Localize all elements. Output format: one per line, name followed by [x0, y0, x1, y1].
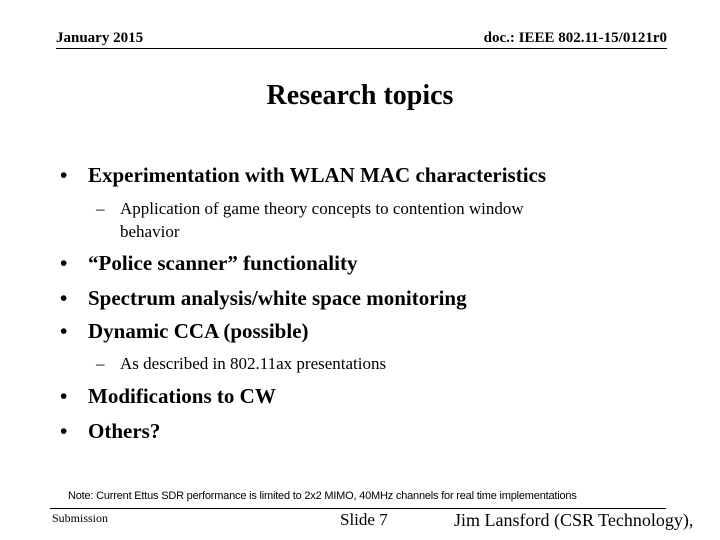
bullet-item [60, 419, 160, 444]
sub-bullet-dash: – [96, 199, 105, 218]
footer-submission: Submission [52, 511, 109, 525]
bullet-text: “Police scanner” functionality [88, 251, 358, 275]
footnote: Note: Current Ettus SDR performance is limited to 2x2 MIMO, 40MHz channels for real time implementations [68, 490, 577, 502]
header-rule [56, 48, 667, 49]
bullet-text: Modifications to CW [88, 384, 276, 408]
sub-bullet-text: As described in 802.11ax presentations [120, 354, 387, 373]
bullet-item [60, 319, 309, 344]
bullet-item [60, 251, 357, 276]
bullet-dot: • [60, 286, 68, 310]
sub-bullet-item [96, 197, 616, 243]
bullet-dot: • [60, 319, 68, 343]
sub-bullet-item [96, 352, 616, 375]
sub-bullet-dash: – [96, 354, 105, 373]
bullet-item [60, 384, 276, 409]
bullet-item [60, 163, 546, 188]
bullet-text: Experimentation with WLAN MAC characteristics [88, 163, 547, 187]
bullet-text: Others? [88, 419, 161, 443]
bullet-dot: • [60, 163, 68, 187]
footer-slide-number: Slide 7 [340, 510, 388, 529]
bullet-text: Spectrum analysis/white space monitoring [88, 286, 467, 310]
footer-rule [50, 508, 666, 509]
sub-bullet-text: Application of game theory concepts to contention window [120, 199, 524, 218]
slide-title: Research topics [266, 80, 454, 111]
header-date: January 2015 [56, 30, 144, 46]
bullet-text: Dynamic CCA (possible) [88, 319, 309, 343]
bullet-dot: • [60, 384, 68, 408]
bullet-dot: • [60, 419, 68, 443]
footer-author: Jim Lansford (CSR Technology), [454, 510, 694, 530]
header-doc-id: doc.: IEEE 802.11-15/0121r0 [483, 30, 667, 46]
sub-bullet-text-cont: behavior [120, 222, 180, 241]
bullet-item [60, 286, 467, 311]
bullet-dot: • [60, 251, 68, 275]
